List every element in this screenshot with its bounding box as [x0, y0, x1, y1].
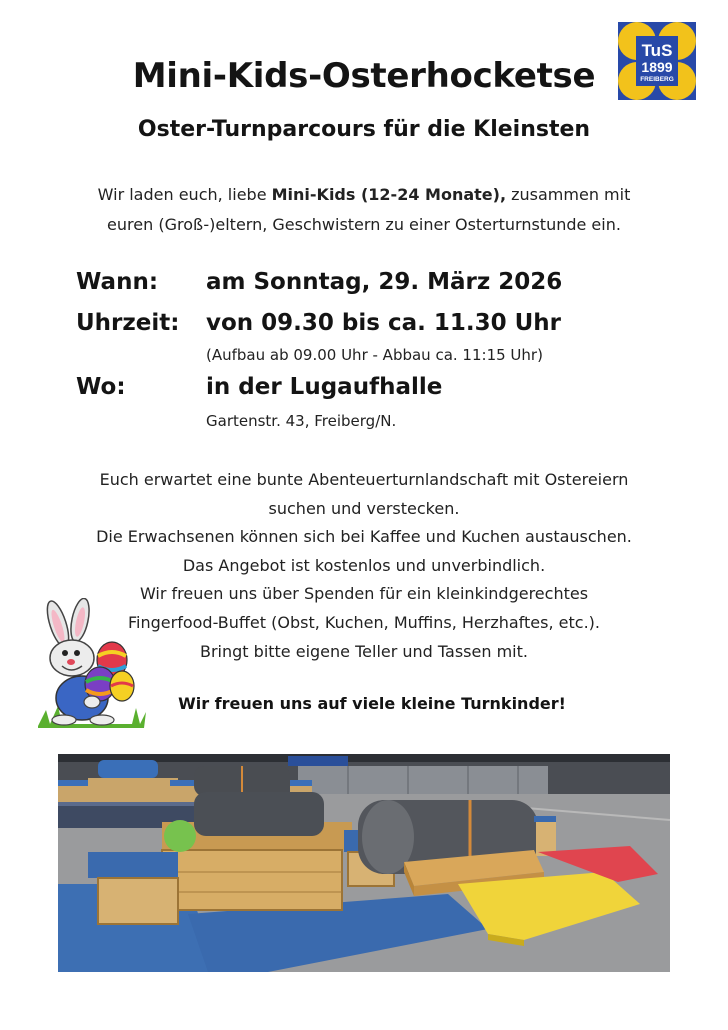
time-note: (Aufbau ab 09.00 Uhr - Abbau ca. 11:15 Uhr) — [206, 346, 543, 364]
intro-line-2: euren (Groß-)eltern, Geschwistern zu einer Osterturnstunde ein. — [107, 215, 621, 234]
description-line: Wir freuen uns über Spenden für ein kleinkindgerechtes — [139, 584, 589, 604]
description-line: Die Erwachsenen können sich bei Kaffee und Kuchen austauschen. — [96, 527, 632, 547]
description-line: Das Angebot ist kostenlos und unverbindlich. — [182, 555, 546, 575]
when-label: Wann: — [76, 269, 159, 295]
intro-line-1 — [40, 180, 688, 210]
easter-bunny-illustration — [36, 598, 148, 732]
intro-part-2: zusammen mit — [506, 185, 631, 204]
logo-text-year: 1899 — [641, 59, 673, 75]
when-value: am Sonntag, 29. März 2026 — [206, 269, 563, 295]
page-title: Mini-Kids-Osterhocketse — [132, 56, 596, 96]
where-value: in der Lugaufhalle — [206, 374, 443, 400]
logo-text-tus: TuS — [641, 41, 673, 60]
intro-part-1: Wir laden euch, liebe — [97, 185, 272, 204]
logo-text-city: FREIBERG — [640, 76, 674, 83]
description-line: Euch erwartet eine bunte Abenteuerturnlandschaft mit Ostereiern — [99, 470, 629, 489]
time-label: Uhrzeit: — [76, 310, 180, 336]
description-line: Bringt bitte eigene Teller und Tassen mit. — [200, 641, 528, 661]
where-label: Wo: — [76, 374, 126, 400]
gym-parcours-photo — [58, 754, 670, 972]
description-line: Fingerfood-Buffet (Obst, Kuchen, Muffins, Herzhaftes, etc.). — [128, 612, 600, 632]
time-value: von 09.30 bis ca. 11.30 Uhr — [206, 310, 562, 336]
closing-line: Wir freuen uns auf viele kleine Turnkinder! — [178, 694, 566, 713]
where-note: Gartenstr. 43, Freiberg/N. — [206, 412, 397, 430]
intro-bold: Mini-Kids (12-24 Monate), — [271, 185, 507, 204]
page-subtitle: Oster-Turnparcours für die Kleinsten — [137, 117, 591, 142]
description-line: suchen und verstecken. — [268, 498, 460, 518]
intro-text — [40, 180, 688, 240]
